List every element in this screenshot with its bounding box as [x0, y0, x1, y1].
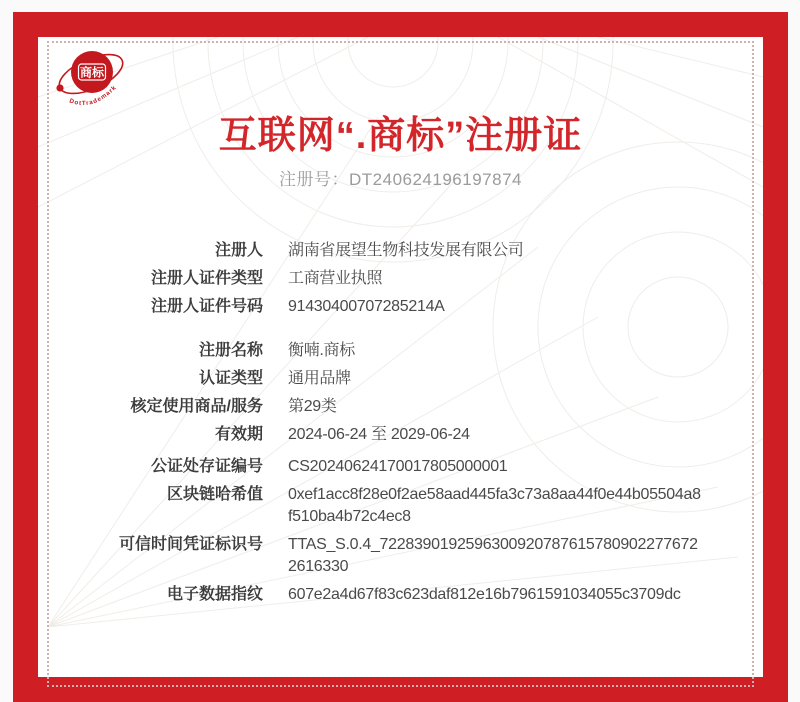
field-value: 607e2a4d67f83c623daf812e16b7961591034055c3709dc: [288, 586, 681, 603]
field-value: 衡喃.商标: [288, 342, 355, 359]
logo-orbit-dot: [56, 84, 63, 91]
field-row: [38, 456, 763, 478]
logo-ball-text: 商标: [79, 65, 105, 80]
field-label: 公证处存证编号: [150, 458, 263, 475]
field-row: [38, 268, 763, 290]
dot-trademark-logo: [54, 41, 130, 117]
field-row: [38, 368, 763, 390]
field-label: 有效期: [214, 426, 263, 443]
certificate-frame: [13, 12, 788, 702]
field-row: [38, 396, 763, 418]
registration-number: 注册号：DT240624196197874: [279, 170, 522, 189]
field-value: CS20240624170017805000001: [288, 458, 508, 475]
field-value: 工商营业执照: [288, 270, 383, 287]
field-label: 认证类型: [198, 370, 263, 387]
field-row: [38, 240, 763, 262]
field-value: 第29类: [288, 398, 337, 415]
field-rows: [38, 240, 763, 606]
field-value: 湖南省展望生物科技发展有限公司: [288, 242, 524, 259]
field-group-registrant: [38, 240, 763, 318]
field-row: [38, 534, 763, 578]
certificate-title: 互联网“.商标”注册证: [218, 115, 583, 157]
field-row: [38, 484, 763, 528]
field-value: 91430400707285214A: [288, 298, 445, 315]
field-value: TTAS_S.0.4_72283901925963009207876157809022776722616330: [288, 536, 698, 575]
field-label: 电子数据指纹: [166, 586, 263, 603]
field-label: 注册人: [214, 242, 263, 259]
field-label: 区块链哈希值: [166, 486, 263, 503]
field-label: 可信时间凭证标识号: [118, 536, 263, 553]
field-row: [38, 340, 763, 362]
field-group-registration: [38, 340, 763, 446]
field-label: 注册人证件号码: [150, 298, 263, 315]
field-label: 注册名称: [198, 342, 263, 359]
field-value: 0xef1acc8f28e0f2ae58aad445fa3c73a8aa44f0e44b05504a8f510ba4b72c4ec8: [288, 486, 701, 525]
certificate-content: [38, 112, 763, 606]
field-row: [38, 424, 763, 446]
logo-orbit-text: DotTrademark: [68, 83, 119, 108]
field-label: 核定使用商品/服务: [130, 398, 263, 415]
field-group-evidence: [38, 456, 763, 606]
field-row: [38, 584, 763, 606]
field-row: [38, 296, 763, 318]
field-value: 2024-06-24 至 2029-06-24: [288, 426, 470, 443]
field-label: 注册人证件类型: [150, 270, 263, 287]
field-value: 通用品牌: [288, 370, 351, 387]
